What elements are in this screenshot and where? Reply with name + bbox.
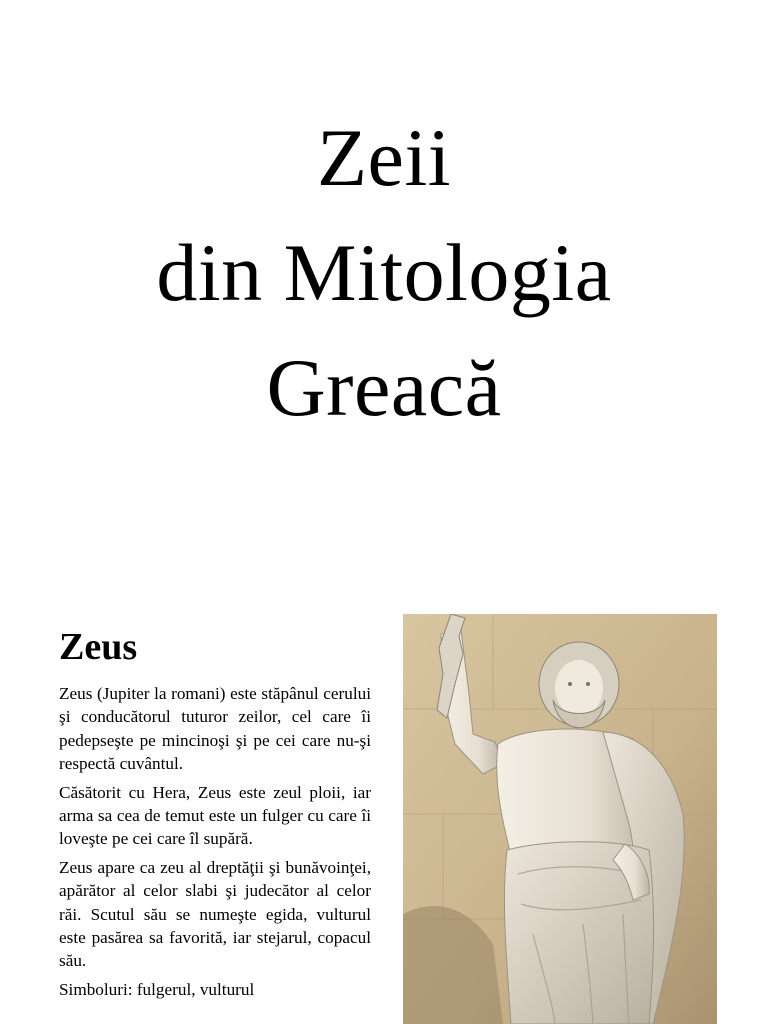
zeus-statue-photo — [403, 614, 717, 1024]
paragraph-hera: Căsătorit cu Hera, Zeus este zeul ploii, iar arma sa cea de temut este un fulger cu care îi loveşte pe cei care îl supără. — [59, 782, 371, 849]
title-line-1: Zeii — [316, 112, 452, 203]
zeus-text-column — [59, 624, 371, 1006]
paragraph-justice: Zeus apare ca zeu al dreptăţii şi bunăvoinţei, apărător al celor slabi şi judecător al celor răi. Scutul său se numeşte egida, vulturul este pasărea sa favorită, iar stejarul, copacul său. — [59, 857, 371, 971]
face — [555, 660, 603, 716]
statue-illustration — [403, 614, 717, 1024]
paragraph-intro: Zeus (Jupiter la romani) este stăpânul cerului şi conducătorul tuturor zeilor, cel care îi pedepseşte pe mincinoşi şi pe cei care nu-şi respectă cuvântul. — [59, 684, 371, 774]
title-line-2: din Mitologia — [156, 227, 612, 318]
section-heading: Zeus — [59, 626, 138, 668]
eye-right — [586, 682, 590, 686]
page-title — [0, 100, 768, 445]
title-line-3: Greacă — [266, 342, 502, 433]
paragraph-symbols: Simboluri: fulgerul, vulturul — [59, 979, 255, 999]
eye-left — [568, 682, 572, 686]
